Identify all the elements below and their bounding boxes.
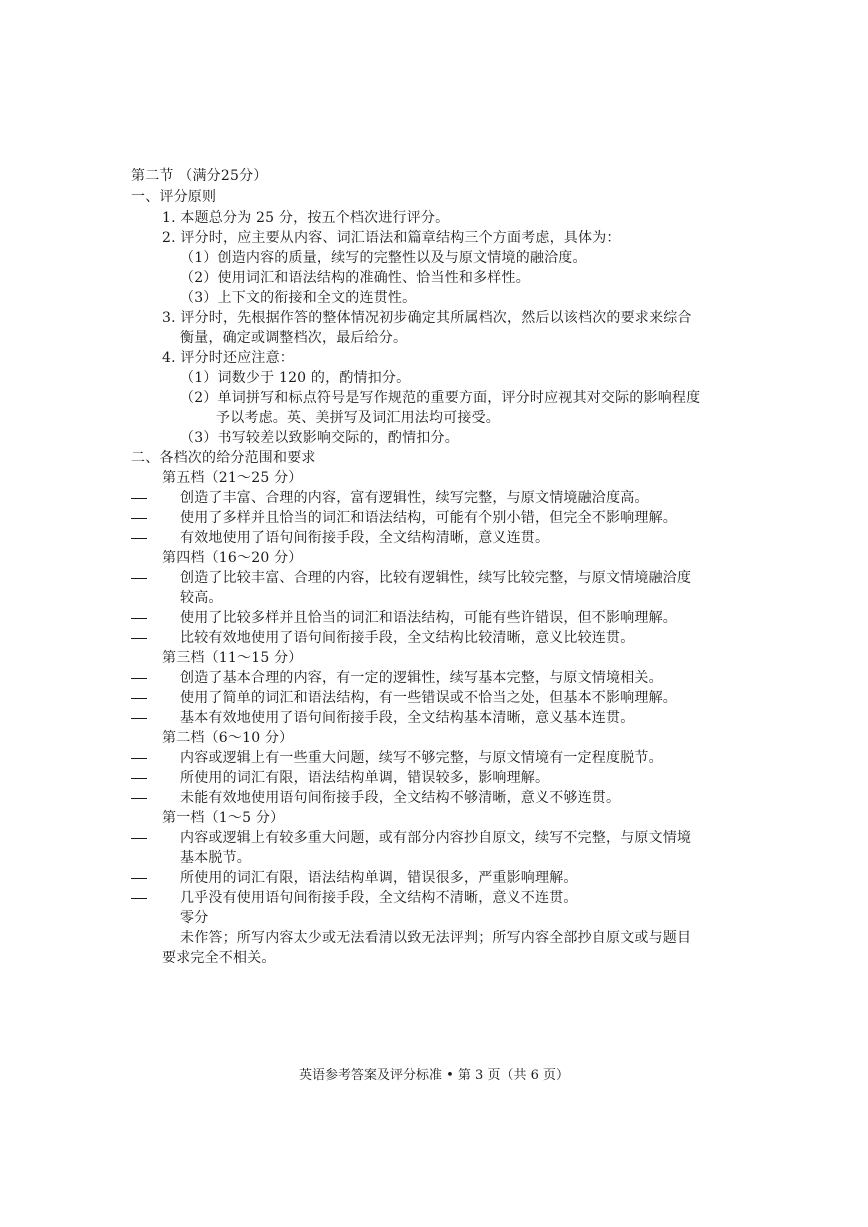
principle-2-item-2: （2）使用词汇和语法结构的准确性、恰当性和多样性。 [180,270,530,286]
principle-1: 1. 本题总分为 25 分，按五个档次进行评分。 [162,210,450,226]
dash-bullet [131,778,147,779]
dash-bullet [131,758,147,759]
dash-bullet [131,838,147,839]
grade-3-criterion-2: 使用了简单的词汇和语法结构，有一些错误或不恰当之处，但基本不影响理解。 [0,688,868,708]
grade-1-criterion-3: 几乎没有使用语句间衔接手段，全文结构不清晰，意义不连贯。 [0,888,868,908]
dash-bullet [131,638,147,639]
dash-bullet [131,678,147,679]
principle-2: 2. 评分时，应主要从内容、词汇语法和篇章结构三个方面考虑，具体为： [162,230,621,246]
grade-2-criterion-3: 未能有效地使用语句间衔接手段，全文结构不够清晰，意义不够连贯。 [0,788,868,808]
grade-5-title: 第五档（21～25 分） [162,470,303,486]
dash-bullet [131,798,147,799]
principle-4: 4. 评分时还应注意： [162,350,295,366]
principle-3-line-2: 衡量，确定或调整档次，最后给分。 [180,330,408,346]
grade-3-criterion-3: 基本有效地使用了语句间衔接手段，全文结构基本清晰，意义基本连贯。 [0,708,868,728]
grade-1-criterion-1: 内容或逻辑上有较多重大问题，或有部分内容抄自原文，续写不完整，与原文情境 [0,828,868,848]
grade-2-criterion-2: 所使用的词汇有限，语法结构单调，错误较多，影响理解。 [0,768,868,788]
grade-4-title: 第四档（16～20 分） [162,550,303,566]
principle-3-line-1: 3. 评分时，先根据作答的整体情况初步确定其所属档次，然后以该档次的要求来综合 [162,310,692,326]
principle-4-item-3: （3）书写较差以致影响交际的，酌情扣分。 [180,430,459,446]
dash-bullet [131,578,147,579]
grade-0-description-line-2: 要求完全不相关。 [162,950,276,966]
grade-3-title: 第三档（11～15 分） [162,650,303,666]
grade-4-criterion-1-cont: 较高。 [180,590,223,606]
grade-2-title: 第二档（6～10 分） [162,730,294,746]
grade-1-criterion-1-cont: 基本脱节。 [180,850,251,866]
grade-0-title: 零分 [180,910,209,926]
dash-bullet [131,538,147,539]
grade-4-criterion-3: 比较有效地使用了语句间衔接手段，全文结构比较清晰，意义比较连贯。 [0,628,868,648]
grade-5-criterion-3: 有效地使用了语句间衔接手段，全文结构清晰，意义连贯。 [0,528,868,548]
dash-bullet [131,518,147,519]
principle-4-item-2-line-1: （2）单词拼写和标点符号是写作规范的重要方面，评分时应视其对交际的影响程度 [180,390,701,406]
dash-bullet [131,698,147,699]
grade-3-criterion-1: 创造了基本合理的内容，有一定的逻辑性，续写基本完整，与原文情境相关。 [0,668,868,688]
page-footer: 英语参考答案及评分标准 • 第 3 页（共 6 页） [298,1068,569,1083]
grade-1-title: 第一档（1～5 分） [162,810,285,826]
grade-4-criterion-2: 使用了比较多样并且恰当的词汇和语法结构，可能有些许错误，但不影响理解。 [0,608,868,628]
dash-bullet [131,898,147,899]
principle-4-item-2-line-2: 予以考虑。英、美拼写及词汇用法均可接受。 [216,410,500,426]
principle-4-item-1: （1）词数少于 120 的，酌情扣分。 [180,370,411,386]
grade-4-criterion-1: 创造了比较丰富、合理的内容，比较有逻辑性，续写比较完整，与原文情境融洽度 [0,568,868,588]
grade-5-criterion-2: 使用了多样并且恰当的词汇和语法结构，可能有个别小错，但完全不影响理解。 [0,508,868,528]
dash-bullet [131,618,147,619]
heading-scoring-principles: 一、评分原则 [131,189,217,205]
grade-1-criterion-2: 所使用的词汇有限，语法结构单调，错误很多，严重影响理解。 [0,868,868,888]
dash-bullet [131,498,147,499]
grade-2-criterion-1: 内容或逻辑上有一些重大问题，续写不够完整，与原文情境有一定程度脱节。 [0,748,868,768]
section-title: 第二节 （满分25分） [131,168,268,184]
principle-2-item-1: （1）创造内容的质量，续写的完整性以及与原文情境的融洽度。 [180,250,587,266]
dash-bullet [131,718,147,719]
grade-5-criterion-1: 创造了丰富、合理的内容，富有逻辑性，续写完整，与原文情境融洽度高。 [0,488,868,508]
principle-2-item-3: （3）上下文的衔接和全文的连贯性。 [180,290,417,306]
dash-bullet [131,878,147,879]
heading-grade-ranges: 二、各档次的给分范围和要求 [131,450,316,466]
grade-0-description-line-1: 未作答；所写内容太少或无法看清以致无法评判；所写内容全部抄自原文或与题目 [180,930,692,946]
